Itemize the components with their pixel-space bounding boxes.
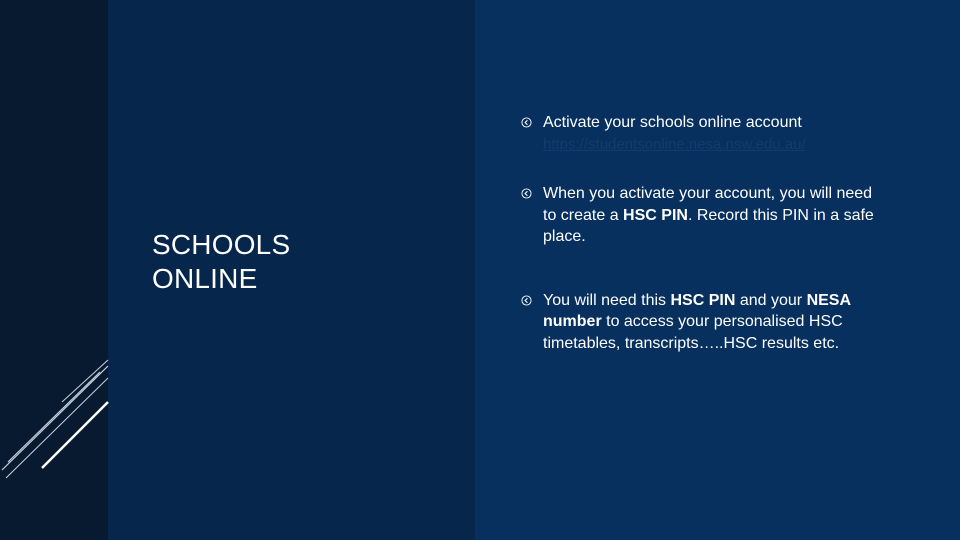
circle-arrow-left-icon xyxy=(521,117,532,128)
bullet-text: . Record this PIN in a safe place. xyxy=(543,206,874,245)
circle-arrow-left-icon xyxy=(521,188,532,199)
bullet-list xyxy=(521,112,881,354)
decorative-lines xyxy=(0,0,108,540)
bullet-text: to access your personalised HSC timetables, transcripts…..HSC results etc. xyxy=(543,313,843,352)
circle-arrow-left-icon xyxy=(521,295,532,306)
bullet-text: and your xyxy=(735,291,807,309)
bullet-item-access xyxy=(521,290,881,355)
slide-title xyxy=(152,228,452,296)
bullet-text: Activate your schools online account xyxy=(543,114,802,131)
bullet-text: You will need this xyxy=(543,291,671,309)
bullet-item-pin xyxy=(521,183,881,248)
bullet-text: When you activate your account, you will need to create a xyxy=(543,185,873,224)
nesa-students-online-link[interactable]: https://studentsonline.nesa.nsw.edu.au/ xyxy=(543,135,806,153)
nesa-number-bold: NESA number xyxy=(543,291,851,330)
hsc-pin-bold: HSC PIN xyxy=(670,291,736,309)
title-line-1: SCHOOLS xyxy=(152,229,291,260)
hsc-pin-bold: HSC PIN xyxy=(623,206,688,224)
title-line-2: ONLINE xyxy=(152,263,258,294)
bullet-item-activate xyxy=(521,112,881,155)
